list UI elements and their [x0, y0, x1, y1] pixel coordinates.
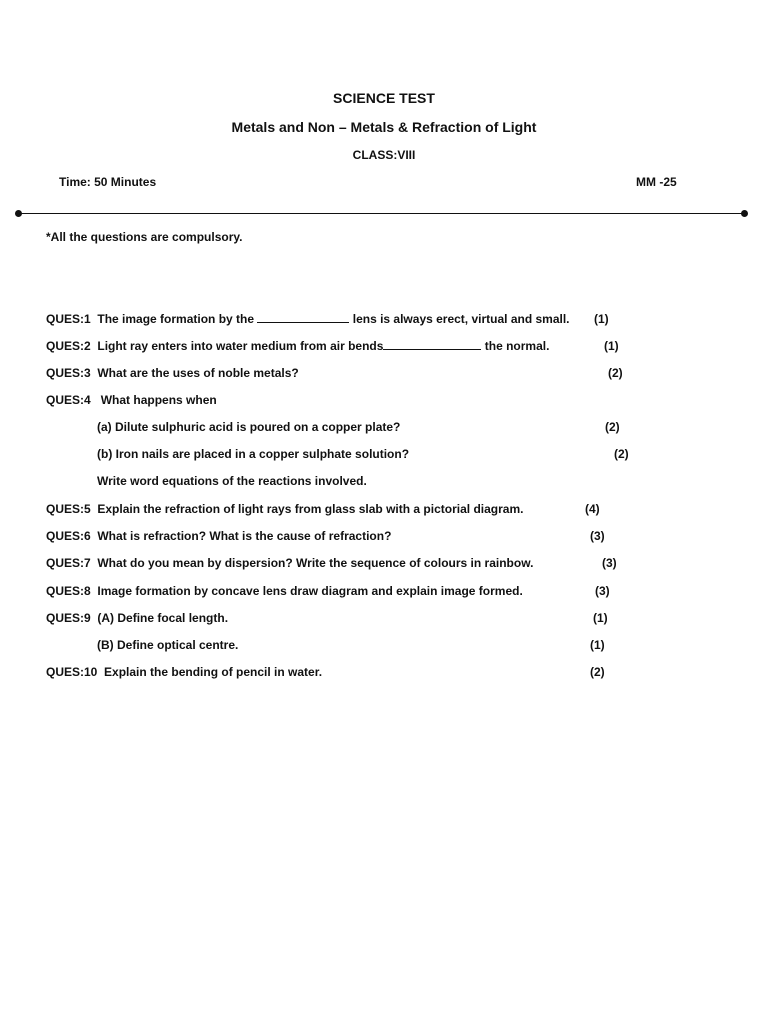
question-4-part-a: (a) Dilute sulphuric acid is poured on a copper plate? — [97, 420, 401, 434]
rule-end-dot-right — [741, 210, 748, 217]
question-label: QUES:1 — [46, 312, 91, 326]
question-2 — [46, 339, 549, 353]
question-text: What happens when — [100, 393, 217, 407]
question-marks: (1) — [593, 611, 608, 625]
question-marks: (4) — [585, 502, 600, 516]
question-3 — [46, 366, 299, 380]
question-label: QUES:8 — [46, 584, 91, 598]
header-divider — [18, 213, 744, 214]
question-label: QUES:6 — [46, 529, 91, 543]
question-marks: (2) — [605, 420, 620, 434]
question-marks: (1) — [590, 638, 605, 652]
question-marks: (3) — [602, 556, 617, 570]
question-marks: (1) — [594, 312, 609, 326]
fill-in-blank — [257, 312, 349, 323]
fill-in-blank — [383, 339, 481, 350]
question-label: QUES:3 — [46, 366, 91, 380]
time-label: Time: 50 Minutes — [59, 175, 157, 189]
question-label: QUES:7 — [46, 556, 91, 570]
question-label: QUES:2 — [46, 339, 91, 353]
question-marks: (3) — [595, 584, 610, 598]
class-label: CLASS:VIII — [352, 148, 416, 162]
question-marks: (2) — [614, 447, 629, 461]
question-text: What do you mean by dispersion? Write the sequence of colours in rainbow. — [97, 556, 534, 570]
question-label: QUES:4 — [46, 393, 91, 407]
question-marks: (3) — [590, 529, 605, 543]
question-9-part-b: (B) Define optical centre. — [97, 638, 239, 652]
question-text: lens is always erect, virtual and small. — [352, 312, 570, 326]
question-9 — [46, 611, 228, 625]
question-text: Image formation by concave lens draw diagram and explain image formed. — [97, 584, 523, 598]
question-6 — [46, 529, 391, 543]
question-marks: (1) — [604, 339, 619, 353]
page-title: SCIENCE TEST — [333, 90, 435, 106]
question-text: Light ray enters into water medium from air bends — [97, 339, 384, 353]
question-1 — [46, 312, 570, 326]
question-4 — [46, 393, 217, 407]
question-text: What is refraction? What is the cause of refraction? — [97, 529, 392, 543]
page-subtitle: Metals and Non – Metals & Refraction of Light — [231, 119, 537, 135]
question-5 — [46, 502, 523, 516]
question-10 — [46, 665, 322, 679]
question-4-part-b: (b) Iron nails are placed in a copper sulphate solution? — [97, 447, 410, 461]
question-text: (A) Define focal length. — [97, 611, 229, 625]
question-label: QUES:10 — [46, 665, 98, 679]
question-text: What are the uses of noble metals? — [97, 366, 299, 380]
question-marks: (2) — [608, 366, 623, 380]
question-text: Explain the refraction of light rays from glass slab with a pictorial diagram. — [97, 502, 524, 516]
instructions: *All the questions are compulsory. — [46, 230, 243, 244]
question-label: QUES:9 — [46, 611, 91, 625]
question-marks: (2) — [590, 665, 605, 679]
question-4-note: Write word equations of the reactions involved. — [97, 474, 367, 488]
max-marks-label: MM -25 — [636, 175, 677, 189]
question-text: Explain the bending of pencil in water. — [104, 665, 323, 679]
question-8 — [46, 584, 523, 598]
question-text: the normal. — [484, 339, 550, 353]
question-label: QUES:5 — [46, 502, 91, 516]
question-text: The image formation by the — [97, 312, 255, 326]
question-7 — [46, 556, 533, 570]
